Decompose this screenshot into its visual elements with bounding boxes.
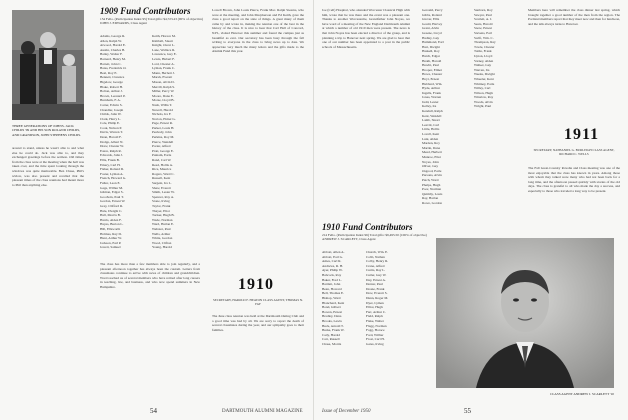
contributor-name: Sanborn, Roy xyxy=(474,8,493,12)
contributor-name: Kendall, Ralph xyxy=(422,109,443,114)
contributor-name: Newell, Harold xyxy=(152,107,173,112)
contributor-name: Reed, Hollis A. xyxy=(152,162,173,167)
contributor-name: Gibbs, Roland xyxy=(422,12,442,17)
contributor-name: Bradley, Dana xyxy=(322,314,342,319)
contributor-name: Lane, Wallace R. xyxy=(152,47,176,52)
contributor-name: Fisher, Roland D. xyxy=(100,167,124,172)
contributor-name: Allen, Ralph W. xyxy=(100,38,122,43)
contributor-list-1910-c xyxy=(422,8,468,213)
contributor-list-1910-d xyxy=(474,8,518,118)
contributor-name: Rowe, Gordon xyxy=(422,200,442,205)
contributor-name: Gilman, Edgar S. xyxy=(100,190,124,195)
contributor-name: Lunt, Alden xyxy=(422,136,439,141)
left-text-column-3b: The June class reunion was held at the Dartmouth Outing Club and a good time was had by all. We are sorry to report the death of several classmates during the year, and our sympathy goes to their families. xyxy=(212,314,304,332)
contributor-name: Stevens, Earl xyxy=(474,30,492,35)
left-text-column-1: around to stand, unless he wasn't able to and what else he could do. Jack was able to, and they exchanged greetings before the sermon. Old timers from the class were at the meeting when the hall was taken over, and the time spent looking through the windows was quite memorable. Ben Chase, Phil's widow, was also present and recalled that the pleasant times of the class reunions had meant more to Phil than anything else. xyxy=(12,146,84,187)
contributor-name: Hammond, Earl xyxy=(422,40,444,45)
contributor-name: Snow, Ernest xyxy=(474,26,492,31)
contributor-name: Ellis, Frank B. xyxy=(100,158,120,163)
contributor-name: Jewett, Samuel xyxy=(100,245,121,250)
contributor-name: Abbott, Allen A. xyxy=(322,250,345,254)
page-number-left: 54 xyxy=(150,407,157,415)
contributor-name: Moore, Dana E. xyxy=(152,93,174,98)
contributor-name: Harris, Alden F. xyxy=(100,217,122,222)
contributor-name: Lawrence, Guy E. xyxy=(152,52,177,57)
contributor-name: Wilson, Hugh xyxy=(474,90,493,95)
contributor-name: Bates, Frederick O. xyxy=(100,66,127,71)
contributor-name: Church, Wm. E. xyxy=(366,250,389,254)
contributor-name: Haskell, Roy xyxy=(422,49,440,54)
contributor-name: Ayer, Philip W. xyxy=(322,268,343,273)
contributor-name: Towle, Chester xyxy=(474,44,495,49)
contributor-name: Stone, Irving xyxy=(152,199,170,204)
contributor-name: Swift, Wm. C. xyxy=(474,35,494,40)
contributor-name: Jackson, Earl P. xyxy=(100,240,122,245)
contributor-name: Kimball, Stuart xyxy=(152,38,173,43)
contributor-name: Little, Hollis xyxy=(422,127,440,132)
contributor-name: Hunt, Arthur W. xyxy=(100,236,122,241)
contributor-name: Parsons, Alvin xyxy=(422,173,442,178)
contributor-name: Greene, Lloyd xyxy=(422,30,442,35)
contributor-name: Grant, Alvin xyxy=(422,26,439,31)
contributor-name: Weeks, Dwight xyxy=(474,72,495,77)
contributor-name: Tucker, Hugh B. xyxy=(152,213,175,218)
contributor-name: Winslow, Roy xyxy=(474,95,494,100)
contributor-name: Davis, Warren T. xyxy=(100,130,123,135)
contributor-name: Dunn, Roger M. xyxy=(366,295,389,300)
contributor-name: Whitney, Earle xyxy=(474,81,495,86)
contributor-name: Kent, Wendell xyxy=(422,113,442,118)
contributor-name: Lamb, Stuart xyxy=(422,118,440,123)
contributor-name: Russell, Kent xyxy=(152,176,171,181)
contributor-name: Blanchard, Kent xyxy=(322,300,345,305)
right-text-column-1: Joe (Cell) Hospital, who attended Worcester Classical High with him, wrote that he was there and the event was a pleasant one. Thanks to another Worcesterite, Grandfather John Noyes, we have word of a meeting of the New England Dartmouth Alumni at which a number of old 1910 men were present. The news is that John Noyes has been elected a director of the group, and is planning a trip to Hanover next spring. We are glad to hear that one of our number has been appointed to a post in the public schools of Massachusetts. xyxy=(322,8,410,49)
contributor-name: Mason, Alvin D. xyxy=(152,79,175,84)
contributor-name: Beal, Roy E. xyxy=(100,70,118,75)
contributor-name: Day, Ernest A. xyxy=(366,277,386,282)
contributor-name: Goodwin, Paul T. xyxy=(100,194,124,199)
contributor-name: Peabody, John xyxy=(152,130,172,135)
contributor-name: Pratt, George E. xyxy=(152,148,174,153)
contributor-name: Spencer, Roy A. xyxy=(152,194,175,199)
contributor-name: Gordon, Ernest W. xyxy=(100,199,126,204)
contributor-name: Patch, Ward xyxy=(422,177,439,182)
contributor-name: Hart, Dwight xyxy=(422,44,440,49)
contributor-name: Fiske, Walter xyxy=(366,318,384,323)
contributor-name: Lewis, Hubert F. xyxy=(152,56,175,61)
contributor-name: Poor, Norman xyxy=(422,187,442,192)
contributor-name: Howe, Chester xyxy=(422,72,443,77)
contributor-name: Judd, Lester xyxy=(422,99,439,104)
contributor-name: Emery, Carl H. xyxy=(100,162,121,167)
contributor-name: Wright, Paul xyxy=(474,104,492,109)
contributor-name: Porter, Alfred xyxy=(152,144,171,149)
fund-summary-1909: 154 Fello. (Participation Index 95) Total gifts: $4,723.43 (90% of objective) JOHN J. EDWARDS, Class Agent xyxy=(100,17,204,26)
contributor-name: Varney, Alden xyxy=(474,58,494,63)
fund-contributors-heading-1909: 1909 Fund Contributors xyxy=(100,6,191,16)
contributor-name: Foster, Lyman A. xyxy=(100,171,124,176)
contributor-list-1910-b xyxy=(366,250,408,350)
contributor-name: Farr, Arthur C. xyxy=(366,309,387,314)
contributor-name: Walker, Guy xyxy=(474,63,492,68)
contributor-name: Merrill, Ralph S. xyxy=(152,84,175,89)
contributor-name: Rice, Maurice xyxy=(152,167,172,172)
contributor-name: Ingalls, Frank xyxy=(422,90,441,95)
contributor-name: Kelley, Ira xyxy=(422,104,437,109)
contributor-name: Hall, Morris B. xyxy=(100,213,121,218)
contributor-name: Atwood, Harold E. xyxy=(100,43,126,48)
contributor-name: Shaw, Everett xyxy=(152,185,171,190)
contributor-name: Wells, Arthur xyxy=(152,231,171,236)
contributor-name: Putnam, Earle xyxy=(152,153,172,158)
contributor-name: Cutler, Guy W. xyxy=(366,272,387,277)
contributor-name: Eaton, Ralph R. xyxy=(100,148,122,153)
contributor-list-1909-b xyxy=(152,34,200,254)
contributor-name: Sears, Harold xyxy=(474,21,493,26)
contributor-name: Nash, Willis T. xyxy=(152,102,173,107)
contributor-name: Burke, Frank W. xyxy=(322,328,345,333)
contributor-name: Hatch, Edgar xyxy=(422,53,440,58)
contributor-name: Jones, Warren xyxy=(422,95,442,100)
contributor-name: Edwards, John J. xyxy=(100,153,123,158)
contributor-name: Austin, Charles B. xyxy=(100,47,126,52)
contributor-name: Ford, Wilbur xyxy=(366,332,384,337)
contributor-name: Clark, Harry L. xyxy=(100,116,121,121)
contributor-name: Colby, Henry R. xyxy=(366,259,389,264)
contributor-name: Dyer, Lyman xyxy=(366,300,384,305)
contributor-name: Marsh, Everett xyxy=(152,75,173,80)
contributor-name: Bennett, Clarence xyxy=(100,75,125,80)
contributor-name: Fogg, Horace xyxy=(366,328,385,333)
contributor-name: Childs, John W. xyxy=(100,112,122,117)
contributor-name: Heath, Harold xyxy=(422,58,442,63)
contributor-name: Hooper, Elmer xyxy=(422,67,443,72)
contributor-name: Bell, Thomas E. xyxy=(322,291,344,296)
contributor-name: Carter, Edwin S. xyxy=(100,102,123,107)
contributor-name: Doane, Frank xyxy=(366,286,385,291)
contributor-name: Curtis, Ray L. xyxy=(366,268,386,273)
right-page xyxy=(314,0,628,420)
right-text-column-4: The Fall Great-Country Rowdie and Class meeting was one of the most enjoyable that the class has known in years. Among those with whom they talked were many who had not been back for a long time, and the afternoon passed quickly with stories of the old days. The class is grateful to all who made the day a success, and especially to those who traveled a long way to be present. xyxy=(528,166,620,193)
contributor-name: Rogers, Ward C. xyxy=(152,171,175,176)
contributor-name: Ray, Harlan xyxy=(422,196,439,201)
contributor-name: Lord, Chester A. xyxy=(152,61,175,66)
class-photo-three-generations xyxy=(12,10,84,120)
contributor-name: Webster, Paul xyxy=(152,226,171,231)
contributor-name: Buck, Arnold T. xyxy=(322,323,344,328)
contributor-name: Bigelow, George xyxy=(100,79,123,84)
contributor-name: Quimby, Louis xyxy=(422,191,443,196)
contributor-name: Dean, Harold F. xyxy=(100,135,122,140)
class-officers-1911: SECRETARY, NATHANIEL G. BURLEIGH CLASS AGENT, RICHARD C. WELLS xyxy=(533,148,615,157)
contributor-name: Bolton, Arthur J. xyxy=(100,89,123,94)
contributor-name: Dow, Everett S. xyxy=(366,291,388,296)
contributor-name: Cobb, Nathan xyxy=(366,254,385,259)
contributor-name: Andrews, R. H. xyxy=(322,263,344,268)
contributor-name: Ward, Harlan E. xyxy=(152,222,174,227)
contributor-name: Babcock, Roy xyxy=(322,272,342,277)
contributor-name: Hyde, Arthur xyxy=(422,86,440,91)
contributor-name: Dodge, Albert N. xyxy=(100,139,124,144)
contributor-name: Hayes, Burton L. xyxy=(100,222,124,227)
contributor-name: Cady, Harold xyxy=(322,332,341,337)
contributor-name: Brown, Leonard P. xyxy=(100,93,126,98)
contributor-name: Bean, Howard xyxy=(322,286,342,291)
contributor-name: Sargent, Ira L. xyxy=(152,181,172,185)
contributor-name: Gerould, Percy xyxy=(422,8,443,12)
contributor-name: Brooks, Lewis xyxy=(322,318,342,323)
class-officers-1910: SECRETARY, HAROLD F. HEATON CLASS AGENT, THOMAS N. FAY xyxy=(212,298,303,307)
contributor-name: Gray, Clifford R. xyxy=(100,203,124,208)
contributor-name: Marden, Roy xyxy=(422,141,440,146)
page-number-right: 55 xyxy=(464,407,471,415)
contributor-name: Keith, Horace M. xyxy=(152,34,176,38)
contributor-name: Drew, Chester W. xyxy=(100,144,124,149)
contributor-name: Bowen, Ernest xyxy=(322,309,342,314)
contributor-name: Chandler, Joseph xyxy=(100,107,124,112)
contributor-name: Barrett, John C. xyxy=(100,61,122,66)
issue-footer: Issue of December 1950 xyxy=(322,409,371,414)
contributor-name: Carr, Russell xyxy=(322,337,340,342)
contributor-name: French, Howard G. xyxy=(100,176,127,181)
contributor-name: White, Gordon xyxy=(152,236,173,241)
contributor-name: Hill, Ellsworth xyxy=(100,226,121,231)
contributor-name: Holmes, Ray D. xyxy=(100,231,122,236)
contributor-name: Martin, Dana xyxy=(422,145,441,150)
contributor-name: Hadley, Guy xyxy=(422,35,440,40)
contributor-name: Miller, Percy W. xyxy=(152,89,175,94)
contributor-name: Munroe, Eliot xyxy=(422,155,442,159)
contributor-name: Mead, Herbert xyxy=(422,150,442,155)
contributor-name: Noyes, John xyxy=(422,159,439,164)
class-year-heading-1911: 1911 xyxy=(564,126,600,143)
contributor-name: Thompson, Ray xyxy=(474,40,496,45)
contributor-name: Warren, Ira xyxy=(474,67,490,72)
contributor-name: Rand, Carl W. xyxy=(152,158,172,163)
right-text-column-2-upper: Members here will remember the class dinner last spring, which brought together a good number of the men from the region. The Portland members report that they meet now and then for luncheon, and the talk always turns to Hanover. xyxy=(528,8,620,26)
contributor-name: Osgood, Earle xyxy=(422,168,442,173)
photo-caption-class-agent: CLASS AGENT ANDREW J. SCARLETT '10 xyxy=(550,392,614,396)
contributor-name: Morse, Lloyd B. xyxy=(152,98,175,103)
contributor-name: Flagg, Norman xyxy=(366,323,387,328)
contributor-name: Lovell, Kent xyxy=(422,132,440,137)
contributor-name: Cook, Nelson P. xyxy=(100,125,122,130)
contributor-name: Gould, Harvey xyxy=(422,21,443,26)
contributor-name: Norton, Elmer G. xyxy=(152,116,176,121)
contributor-name: Bond, Gilbert xyxy=(322,305,341,310)
contributor-name: Scarlett, A. J. xyxy=(474,17,493,22)
contributor-name: Blake, Robert H. xyxy=(100,84,123,89)
contributor-name: Thayer, Eliot xyxy=(152,208,170,213)
photo-caption-three-generations: THREE GENERATIONS OF JOHNS. JACK CHILDS '09 AND HIS SON ROLAND CHILDS, AND GRANDSON, JOHN STEPHENS CHILDS. xyxy=(12,124,81,137)
contributor-list-1910-a xyxy=(322,250,364,350)
contributor-name: Adams, George R. xyxy=(100,34,126,38)
contributor-name: Glover, Ellis xyxy=(422,17,440,22)
contributor-name: Page, Ernest R. xyxy=(152,121,173,126)
contributor-name: Fuller, Leon E. xyxy=(100,181,121,185)
contributor-name: Young, Harold xyxy=(152,245,173,250)
contributor-name: Sawyer, Paul xyxy=(474,12,492,17)
contributor-name: Elliot, Hugh xyxy=(366,305,383,310)
contributor-name: Cole, Philip E. xyxy=(100,121,120,126)
contributor-name: Woods, Alvin xyxy=(474,99,493,104)
contributor-name: Baker, Fred L. xyxy=(322,277,342,282)
contributor-name: Bishop, Ward xyxy=(322,295,341,300)
contributor-name: Gates, Irving xyxy=(366,341,384,346)
contributor-name: Wheeler, Kent xyxy=(474,76,494,81)
contributor-name: Burnham, F. A. xyxy=(100,98,121,103)
contributor-name: Hewitt, Paul xyxy=(422,63,439,68)
contributor-name: Oliver, Guy xyxy=(422,164,439,169)
contributor-name: Upton, Lloyd xyxy=(474,53,493,58)
contributor-name: Barnard, Henry M. xyxy=(100,56,126,61)
contributor-name: Chase, Morris xyxy=(322,341,342,346)
contributor-name: Abbott, Earl G. xyxy=(322,254,343,259)
contributor-name: Smith, Lester W. xyxy=(152,190,175,195)
contributor-name: Hoyt, Ernest xyxy=(422,76,440,81)
left-text-column-3: Lowell Brown, John Louis Pierce, Frank Mac. Ralph Stearns, who were at the meeting, and John Macpherson and Ed Keith, gave the class a good report on the state of things. A great many of them came by and wrote in, making the reunion one of the best in the history of the class. It is nice to hear that Carl Hall of Concord, N.H., visited Hanover this summer and found the campus just as beautiful as ever. Our secretary has been busy through the fall writing to everyone in the class to bring news up to date. We appreciate very much the many letters and the gifts made to the Alumni Fund this year. xyxy=(212,8,304,54)
magazine-footer: DARTMOUTH ALUMNI MAGAZINE xyxy=(222,409,303,414)
contributor-name: Tuttle, Frank xyxy=(474,49,492,54)
contributor-name: Frost, Carl H. xyxy=(366,337,385,342)
contributor-name: Willey, Carl xyxy=(474,86,491,91)
class-year-heading-1910: 1910 xyxy=(238,276,274,293)
contributor-name: Ames, Carl R. xyxy=(322,259,342,264)
contributor-name: Parker, Louis H. xyxy=(152,125,175,130)
contributor-name: Knight, Oscar L. xyxy=(152,43,175,48)
contributor-list-1909-a xyxy=(100,34,150,254)
contributor-name: Leavitt, Carl xyxy=(422,122,440,127)
contributor-name: Wood, Clifton xyxy=(152,240,172,245)
contributor-name: Hale, Dwight C. xyxy=(100,208,123,213)
contributor-name: Field, Ralph xyxy=(366,314,383,319)
contributor-name: Lyman, Frank C. xyxy=(152,66,175,71)
contributor-name: Taylor, Frank xyxy=(152,203,171,208)
contributor-name: Wade, Norman xyxy=(152,217,173,222)
contributor-name: Dexter, Paul xyxy=(366,282,383,287)
contributor-name: Bartlett, John xyxy=(322,282,341,287)
contributor-name: Hubbard, Wm. xyxy=(422,81,443,86)
contributor-name: Mann, Herbert J. xyxy=(152,70,175,75)
contributor-name: Crane, Alfred xyxy=(366,263,385,268)
contributor-name: Phelps, Hugh xyxy=(422,182,441,187)
contributor-name: Perkins, Roy M. xyxy=(152,135,175,140)
class-agent-portrait xyxy=(436,238,614,388)
fund-contributors-heading-1910: 1910 Fund Contributors xyxy=(322,222,413,232)
contributor-name: Gage, Wilbur M. xyxy=(100,185,123,190)
contributor-name: Nichols, Ira F. xyxy=(152,112,172,117)
contributor-name: Bailey, Walter F. xyxy=(100,52,123,57)
left-text-column-2: The class has more than a few members able to join regularly, and a pleasant afternoon together has always been the custom. Letters from classmates continue to arrive with news of children and grandchildren. Word reached us of several members who have retired after long careers in teaching, law, and business, and who now spend summers in New Hampshire. xyxy=(100,262,200,289)
fund-summary-1910: 214 Fello. (Participation Index 96) Total gifts: $9,495.50 (106% of objective) ANDREW J. SCARLETT, Class Agent xyxy=(322,233,427,242)
contributor-name: Pierce, Wendell xyxy=(152,139,174,144)
